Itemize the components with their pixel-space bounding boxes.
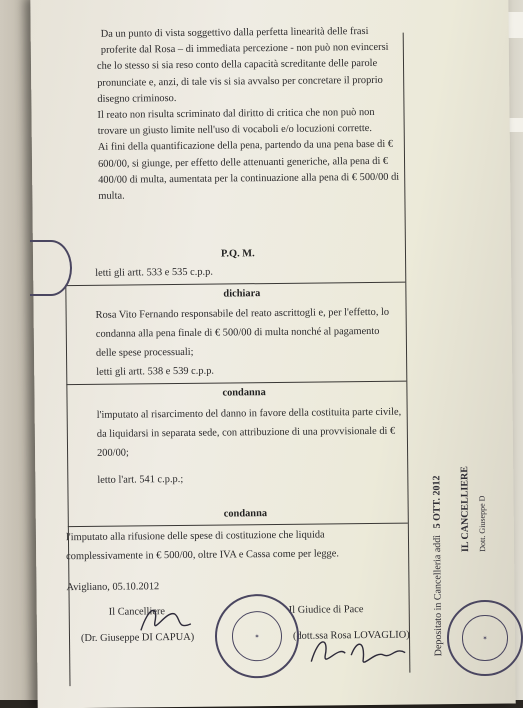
cancelliere-stamp-label: IL CANCELLIERE bbox=[459, 466, 472, 553]
text-line: pronunciate e, anzi, di tale vis si sia avvalso per concretare il proprio bbox=[97, 74, 383, 89]
text-line: 600/00, si giunge, per effetto delle attenuanti generiche, alla pena di € bbox=[97, 155, 389, 170]
text-line: multa. bbox=[98, 190, 125, 202]
margin-line-left bbox=[65, 286, 70, 686]
deposit-date: 5 OTT. 2012 bbox=[431, 475, 443, 529]
text-line: Il reato non risulta scriminato dal diritto di critica che non può non bbox=[97, 106, 375, 121]
place-date: Avigliano, 05.10.2012 bbox=[66, 581, 160, 594]
dichiara-heading: dichiara bbox=[223, 288, 261, 300]
giudice-title: Il Giudice di Pace bbox=[288, 604, 364, 616]
cancelliere-title: Il Cancelliere bbox=[108, 606, 166, 618]
text-line: proferite dal Rosa – di immediata percezione - non può non evincersi bbox=[100, 41, 389, 56]
text-line: complessivamente in € 500/00, oltre IVA e Cassa come per legge. bbox=[66, 548, 339, 563]
text-line: delle spese processuali; bbox=[95, 346, 194, 359]
condanna-heading-1: condanna bbox=[222, 387, 266, 399]
letti-line-1: letti gli artt. 533 e 535 c.p.p. bbox=[95, 266, 213, 279]
court-stamp-left bbox=[215, 594, 300, 679]
text-line: l'imputato al risarcimento del danno in favore della costituita parte civile, bbox=[96, 406, 402, 421]
text-line: trovare un giusto limite nell'uso di vocaboli e/o locuzioni corrette. bbox=[97, 123, 373, 138]
text-line: da liquidarsi in separata sede, con attribuzione di una provvisionale di € bbox=[96, 425, 396, 440]
condanna-1-body bbox=[97, 402, 436, 490]
cancelliere-name: (Dr. Giuseppe DI CAPUA) bbox=[80, 631, 195, 645]
stamp-emblem: ✶ bbox=[232, 611, 283, 662]
text-line: letto l'art. 541 c.p.p.; bbox=[97, 473, 184, 486]
document-page bbox=[30, 0, 515, 708]
deposit-stamp bbox=[431, 475, 444, 656]
pqm-heading: P.Q. M. bbox=[220, 248, 255, 260]
cancelliere-stamp-name: Dott. Giuseppe D bbox=[477, 495, 488, 552]
text-line: Rosa Vito Fernando responsabile del reato ascrittogli e, per l'effetto, lo bbox=[95, 306, 390, 321]
court-stamp-partial bbox=[30, 240, 72, 296]
text-line: letti gli artt. 538 e 539 c.p.p. bbox=[96, 365, 215, 378]
giudice-signature bbox=[305, 625, 416, 676]
court-stamp-right bbox=[447, 600, 523, 676]
text-line: Da un punto di vista soggettivo dalla perfetta linearità delle frasi bbox=[100, 25, 369, 40]
text-line: condanna alla pena finale di € 500/00 di multa nonché al pagamento bbox=[95, 325, 380, 340]
text-line: 200/00; bbox=[97, 447, 129, 459]
stamp-emblem: ✶ bbox=[462, 615, 507, 660]
giudice-name: (dott.ssa Rosa LOVAGLIO) bbox=[292, 629, 410, 642]
text-line: che lo stesso si sia reso conto della capacità screditante delle parole bbox=[96, 58, 378, 73]
text-line: l'imputato alla rifusione delle spese di costituzione che liquida bbox=[65, 529, 325, 544]
cancelliere-signature bbox=[137, 600, 197, 641]
deposit-label: Depositato in Cancelleria addì bbox=[431, 534, 445, 657]
condanna-heading-2: condanna bbox=[223, 508, 268, 520]
dichiara-body bbox=[96, 302, 435, 382]
text-line: disegno criminoso. bbox=[97, 92, 177, 105]
text-line: Ai fini della quantificazione della pena, partendo da una pena base di € bbox=[97, 139, 394, 154]
text-line: 400/00 di multa, aumentata per la continuazione alla pena di € 500/00 di bbox=[98, 171, 400, 186]
body-paragraphs bbox=[97, 23, 424, 205]
condanna-2-body bbox=[66, 525, 416, 567]
